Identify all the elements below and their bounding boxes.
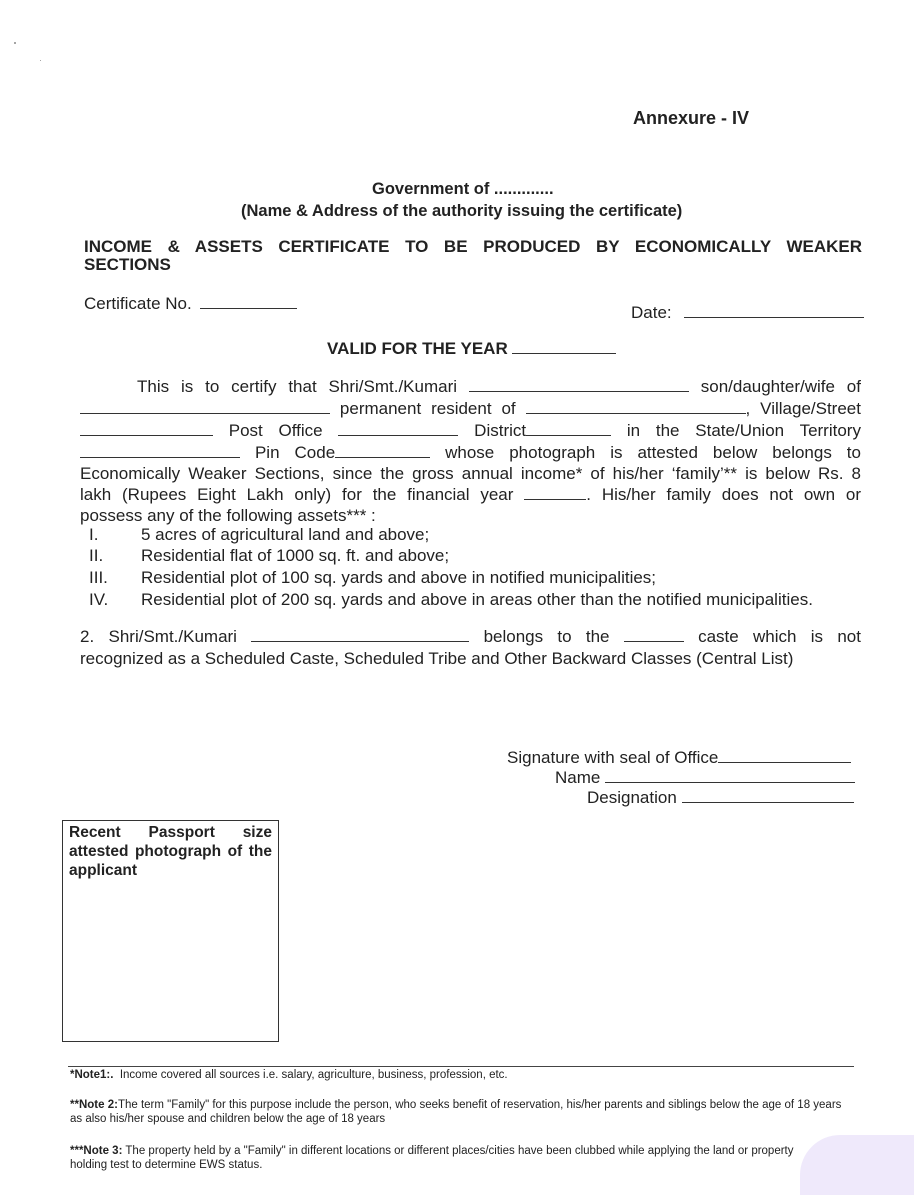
designation-field[interactable] (682, 788, 854, 803)
note-1: *Note1:. Income covered all sources i.e. salary, agriculture, business, profession, etc. (70, 1069, 508, 1081)
government-line: Government of ............. (372, 180, 554, 198)
annexure-label: Annexure - IV (633, 108, 750, 128)
asset-item: IV. Residential plot of 200 sq. yards and above in areas other than the notified municipalities. (89, 590, 813, 609)
date-row (631, 303, 864, 323)
name-label: Name (555, 768, 601, 787)
para2-line-2: recognized as a Scheduled Caste, Scheduled Tribe and Other Backward Classes (Central List) (80, 649, 794, 668)
certificate-title: INCOME & ASSETS CERTIFICATE TO BE PRODUCED BY ECONOMICALLY WEAKER (84, 237, 862, 256)
post-office-field[interactable] (338, 421, 458, 436)
para-line-3: Post Office District in the State/Union Territory (80, 421, 861, 441)
certificate-no-row (84, 294, 297, 314)
authority-line: (Name & Address of the authority issuing the certificate) (241, 202, 683, 220)
photo-box-text: Recent Passport size attested photograph of the applicant (69, 824, 272, 879)
valid-for-year-row (327, 339, 616, 359)
applicant-name-field[interactable] (469, 377, 689, 392)
certificate-title-line2: SECTIONS (84, 255, 171, 274)
para-line-2: permanent resident of , Village/Street (80, 399, 861, 419)
pin-code-field[interactable] (335, 443, 430, 458)
note-2: **Note 2:The term "Family" for this purpose include the person, who seeks benefit of reservation, his/her parents and siblings below the age of 18 years as also his/her spouse and children below the age of 18 years (70, 1099, 842, 1125)
officer-name-field[interactable] (605, 768, 855, 783)
scan-speck (40, 60, 41, 61)
para-line-6: lakh (Rupees Eight Lakh only) for the financial year . His/her family does not own or (80, 485, 861, 504)
resident-of-field[interactable] (526, 399, 746, 414)
asset-item: II. Residential flat of 1000 sq. ft. and above; (89, 546, 450, 565)
para2-line-1: 2. Shri/Smt./Kumari belongs to the caste which is not (80, 627, 861, 646)
name-row (555, 768, 855, 788)
signature-field[interactable] (718, 748, 851, 763)
asset-item: III. Residential plot of 100 sq. yards and above in notified municipalities; (89, 568, 657, 587)
designation-row (587, 788, 854, 808)
signature-row (507, 748, 851, 768)
scan-speck (14, 42, 16, 44)
designation-label: Designation (587, 788, 677, 807)
certificate-no-label: Certificate No. (84, 294, 192, 313)
valid-year-field[interactable] (512, 339, 616, 354)
para-line-4: Pin Code whose photograph is attested below belongs to (80, 443, 861, 463)
para-line-1: This is to certify that Shri/Smt./Kumari son/daughter/wife of (137, 377, 861, 396)
caste-person-name-field[interactable] (251, 627, 469, 642)
district-field[interactable] (526, 421, 611, 436)
date-field[interactable] (684, 303, 864, 318)
para-line-7: possess any of the following assets*** : (80, 506, 376, 525)
financial-year-field[interactable] (524, 485, 586, 500)
signature-label: Signature with seal of Office (507, 748, 719, 767)
state-field[interactable] (80, 443, 240, 458)
para-line-5: Economically Weaker Sections, since the gross annual income* of his/her ‘family’** is below Rs. 8 (80, 464, 861, 483)
corner-overlay (800, 1135, 914, 1195)
asset-item: I. 5 acres of agricultural land and above; (89, 525, 430, 544)
note-3: ***Note 3: The property held by a "Family" in different locations or different places/cities have been clubbed while applying the land or property holding test to determine EWS status. (70, 1145, 794, 1171)
notes-divider (68, 1066, 854, 1067)
village-street-field[interactable] (80, 421, 213, 436)
parent-spouse-name-field[interactable] (80, 399, 330, 414)
date-label: Date: (631, 303, 672, 322)
caste-field[interactable] (624, 627, 684, 642)
certificate-no-field[interactable] (200, 294, 297, 309)
valid-for-year-label: VALID FOR THE YEAR (327, 339, 508, 358)
photo-placeholder-box[interactable] (62, 820, 279, 1042)
